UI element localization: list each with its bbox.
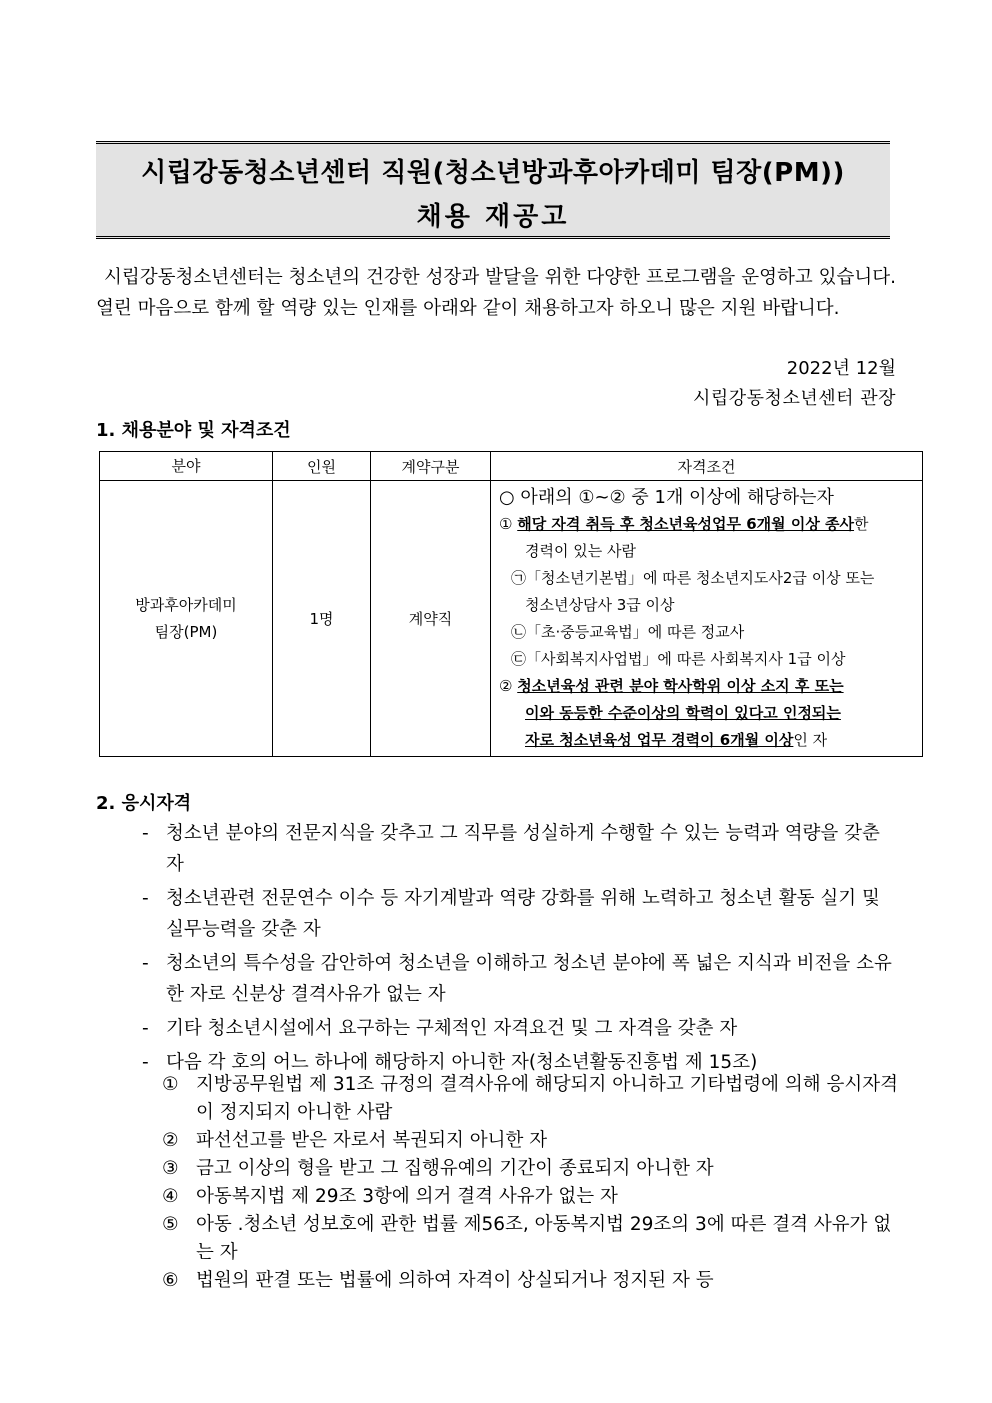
list-item [140, 948, 900, 1010]
header-field: 분야 [100, 452, 273, 481]
qual-b: ㉡「초·중등교육법」에 따른 정교사 [511, 623, 745, 641]
sub-item-text: 아동복지법 제 29조 3항에 의거 결격 사유가 없는 자 [196, 1186, 618, 1207]
item-number: ④ [162, 1186, 179, 1207]
item-number: ② [162, 1130, 179, 1151]
item-number: ① [162, 1074, 179, 1095]
list-item-text: 청소년 분야의 전문지식을 갖추고 그 직무를 성실하게 수행할 수 있는 능력과 역량을 갖춘 자 [166, 823, 880, 875]
header-count: 인원 [273, 452, 371, 481]
list-item [162, 1267, 902, 1295]
list-item-text: 기타 청소년시설에서 요구하는 구체적인 자격요건 및 그 자격을 갖춘 자 [166, 1018, 738, 1039]
list-item [140, 1013, 900, 1044]
header-contract: 계약구분 [371, 452, 491, 481]
issuer-org: 시립강동청소년센터 관장 [693, 388, 896, 409]
cell-contract: 계약직 [371, 481, 491, 757]
title-line-2: 채용 재공고 [416, 202, 570, 232]
header-qualification: 자격조건 [491, 452, 923, 481]
qual-1-rest: 한 [854, 515, 869, 533]
qual-2-line-2: 이와 동등한 수준이상의 학력이 있다고 인정되는 [525, 704, 841, 722]
dash-bullet: - [142, 953, 149, 974]
eligibility-list [140, 818, 900, 1078]
requirements-table [99, 451, 923, 757]
section-2-heading: 2. 응시자격 [96, 793, 192, 814]
qual-2-line-2-wrap [499, 700, 916, 727]
disqualification-list [162, 1071, 902, 1295]
section-1-heading: 1. 채용분야 및 자격조건 [96, 420, 291, 441]
cell-count: 1명 [273, 481, 371, 757]
item-number: ③ [162, 1158, 179, 1179]
qual-2 [499, 673, 916, 700]
list-item-text: 청소년의 특수성을 감안하여 청소년을 이해하고 청소년 분야에 폭 넓은 지식과 비전을 소유한 자로 신분상 결격사유가 없는 자 [166, 953, 892, 1005]
sub-item-text: 법원의 판결 또는 법률에 의하여 자격이 상실되거나 정지된 자 등 [196, 1270, 714, 1291]
qual-head: ○ 아래의 ①~② 중 1개 이상에 해당하는자 [499, 487, 834, 508]
item-number: ⑤ [162, 1214, 179, 1235]
title-line-1: 시립강동청소년센터 직원(청소년방과후아카데미 팀장(PM)) [141, 158, 845, 188]
cell-qualification [491, 481, 923, 757]
table-row [100, 481, 923, 757]
qual-a: ㉠「청소년기본법」에 따른 청소년지도사2급 이상 또는 [511, 569, 875, 587]
list-item-text: 다음 각 호의 어느 하나에 해당하지 아니한 자(청소년활동진흥법 제 15조) [166, 1052, 758, 1073]
dash-bullet: - [142, 888, 149, 909]
field-line-2: 팀장(PM) [154, 622, 218, 641]
title-box [96, 141, 890, 239]
qual-2-line-3-wrap [499, 727, 916, 754]
list-item [140, 883, 900, 945]
dash-bullet: - [142, 1018, 149, 1039]
qual-1-underlined: 해당 자격 취득 후 청소년육성업무 6개월 이상 종사 [517, 515, 855, 533]
announcement-date: 2022년 12월 [786, 358, 896, 379]
list-item [162, 1155, 902, 1183]
sub-item-text: 금고 이상의 형을 받고 그 집행유예의 기간이 종료되지 아니한 자 [196, 1158, 714, 1179]
qual-2-line-1: 청소년육성 관련 분야 학사학위 이상 소지 후 또는 [517, 677, 844, 695]
field-line-1: 방과후아카데미 [135, 595, 237, 614]
dash-bullet: - [142, 1052, 149, 1073]
sub-item-text: 아동 .청소년 성보호에 관한 법률 제56조, 아동복지법 29조의 3에 따른 결격 사유가 없는 자 [196, 1214, 892, 1263]
qual-2-line-3: 자로 청소년육성 업무 경력이 6개월 이상 [525, 731, 794, 749]
qual-a-cont: 청소년상담사 3급 이상 [525, 596, 675, 614]
list-item [162, 1071, 902, 1127]
table-header-row [100, 452, 923, 481]
cell-field [100, 481, 273, 757]
qual-2-num: ② [499, 677, 513, 695]
qual-c: ㉢「사회복지사업법」에 따른 사회복지사 1급 이상 [511, 650, 846, 668]
sub-item-text: 지방공무원법 제 31조 규정의 결격사유에 해당되지 아니하고 기타법령에 의해 응시자격이 정지되지 아니한 사람 [196, 1074, 898, 1123]
intro-text: 시립강동청소년센터는 청소년의 건강한 성장과 발달을 위한 다양한 프로그램을 운영하고 있습니다. 열린 마음으로 함께 할 역량 있는 인재를 아래와 같이 채용하고자 하오니 많은 지원 바랍니다. [96, 267, 896, 319]
list-item [162, 1127, 902, 1155]
list-item [140, 818, 900, 880]
list-item-text: 청소년관련 전문연수 이수 등 자기계발과 역량 강화를 위해 노력하고 청소년 활동 실기 및 실무능력을 갖춘 자 [166, 888, 880, 940]
qual-1-cont: 경력이 있는 사람 [525, 542, 636, 560]
sub-item-text: 파선선고를 받은 자로서 복권되지 아니한 자 [196, 1130, 548, 1151]
qual-1-num: ① [499, 515, 513, 533]
qual-2-line-3-rest: 인 자 [793, 731, 828, 749]
dash-bullet: - [142, 823, 149, 844]
qual-1 [499, 511, 916, 538]
list-item [162, 1211, 902, 1267]
list-item [162, 1183, 902, 1211]
item-number: ⑥ [162, 1270, 179, 1291]
intro-paragraph [96, 262, 896, 324]
